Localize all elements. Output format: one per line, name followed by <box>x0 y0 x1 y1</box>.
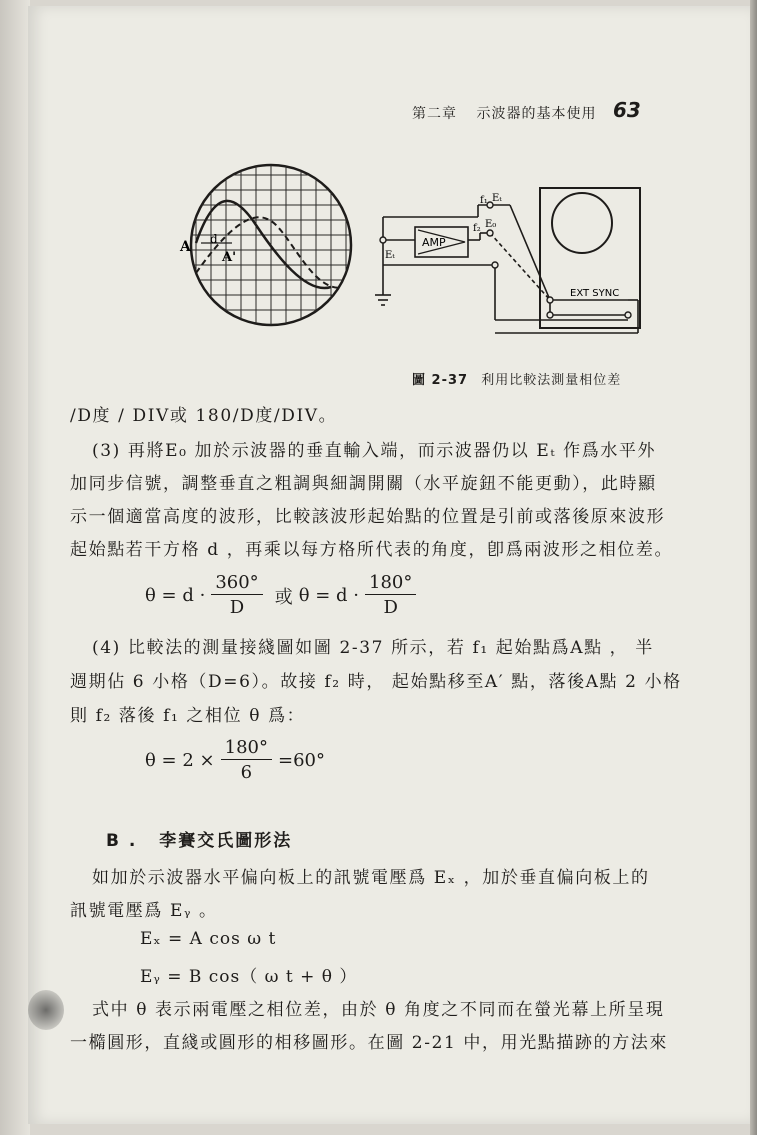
amp-label: AMP <box>422 236 446 249</box>
ext-sync-label: EXT SYNC <box>570 288 620 299</box>
page-number: 63 <box>613 98 641 122</box>
caption-number: 圖 2-37 <box>412 373 469 388</box>
terminal-sync2 <box>625 312 631 318</box>
oscilloscope-crt <box>552 193 612 253</box>
terminal-r <box>492 262 498 268</box>
paragraph-c-line-2: 一橢圓形，直綫或圓形的相移圖形。在圖 2-21 中，用光點描跡的方法來 <box>70 1033 668 1053</box>
formula-1-left-prefix: θ = d · <box>145 585 206 606</box>
label-et-left: Eₜ <box>385 250 395 261</box>
chapter-label: 第二章 <box>412 106 457 122</box>
formula-1-left-den: D <box>229 597 245 618</box>
formula-phase-1 <box>145 572 422 619</box>
book-edge <box>750 0 757 1135</box>
caption-text: 利用比較法測量相位差 <box>481 373 622 388</box>
paragraph-4-line-1: (4) 比較法的測量接綫圖如圖 2-37 所示，若 f₁ 起始點爲A點 ， 半 <box>92 638 654 658</box>
section-b-heading <box>106 826 292 851</box>
figure-2-37 <box>160 155 660 355</box>
formula-1-right-fraction <box>365 572 416 619</box>
paragraph-3-line-4: 起始點若干方格 d ，再乘以每方格所代表的角度，卽爲兩波形之相位差。 <box>70 540 674 560</box>
formula-phase-2 <box>145 737 325 784</box>
section-b-title: 李賽交氏圖形法 <box>159 831 293 851</box>
terminal-sync1 <box>547 312 553 318</box>
formula-2-prefix: θ = 2 × <box>145 750 215 771</box>
section-b-letter: B . <box>106 831 138 851</box>
label-d: d <box>210 232 218 246</box>
book-gutter <box>0 0 30 1135</box>
paragraph-3-line-1: (3) 再將E₀ 加於示波器的垂直輸入端，而示波器仍以 Eₜ 作爲水平外 <box>92 441 657 461</box>
paragraph-3-line-2: 加同步信號，調整垂直之粗調與細調開關（水平旋鈕不能更動），此時顯 <box>70 474 657 494</box>
terminal-vert <box>547 297 553 303</box>
formula-2-den: 6 <box>240 762 253 783</box>
label-f1: f₁ <box>480 195 488 206</box>
formula-2-result: =60° <box>277 750 325 771</box>
paragraph-4-line-3: 則 f₂ 落後 f₁ 之相位 θ 爲： <box>70 706 306 726</box>
formula-1-right-den: D <box>383 597 398 618</box>
paragraph-4-line-2: 週期佔 6 小格（D=6）。故接 f₂ 時， 起始點移至A′ 點，落後A點 2 小格 <box>70 672 682 692</box>
paragraph-3-line-3: 示一個適當高度的波形，比較該波形起始點的位置是引前或落後原來波形 <box>70 507 666 527</box>
paragraph-b-line-2: 訊號電壓爲 Eᵧ 。 <box>70 901 218 921</box>
label-et-top: Eₜ <box>492 193 502 204</box>
chapter-title: 示波器的基本使用 <box>476 106 597 122</box>
formula-2-num: 180° <box>221 737 272 760</box>
equation-ey: Eᵧ = B cos（ ω t + θ ） <box>140 967 358 987</box>
running-head <box>412 103 596 123</box>
label-A-prime: A' <box>222 250 237 265</box>
figure-caption <box>412 369 621 388</box>
formula-2-fraction <box>221 737 272 784</box>
text-line-1: /D度 / DIV或 180/D度/DIV。 <box>70 406 338 426</box>
formula-1-right-prefix: θ = d · <box>298 585 360 606</box>
circuit <box>375 205 638 333</box>
formula-1-left-fraction <box>211 572 262 619</box>
page-smudge <box>28 990 64 1030</box>
paragraph-b-line-1: 如加於示波器水平偏向板上的訊號電壓爲 Eₓ ，加於垂直偏向板上的 <box>92 868 650 888</box>
paragraph-c-line-1: 式中 θ 表示兩電壓之相位差，由於 θ 角度之不同而在螢光幕上所呈現 <box>92 1000 665 1020</box>
equation-ex: Eₓ = A cos ω t <box>140 929 277 949</box>
formula-1-connector: 或 <box>274 586 293 608</box>
terminal-et <box>380 237 386 243</box>
label-A: A <box>180 239 191 255</box>
label-f2: f₂ <box>473 223 481 234</box>
label-e0: E₀ <box>485 219 497 230</box>
terminal-f2 <box>487 230 493 236</box>
formula-1-right-num: 180° <box>365 572 416 595</box>
formula-1-left-num: 360° <box>211 572 262 595</box>
